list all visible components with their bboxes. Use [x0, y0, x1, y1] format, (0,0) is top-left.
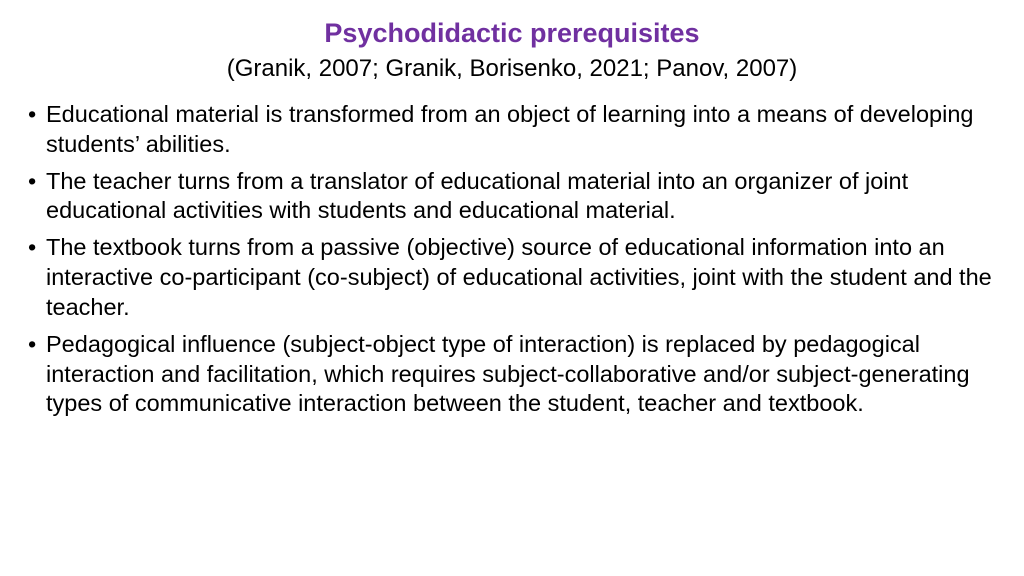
list-item — [24, 167, 996, 227]
title-block — [0, 0, 1024, 84]
list-item-text: Educational material is transformed from an object of learning into a means of developing students’ abilities. — [46, 100, 974, 157]
list-item-text: The teacher turns from a translator of educational material into an organizer of joint educational activities with students and educational material. — [46, 167, 909, 224]
list-item — [24, 330, 996, 420]
list-item — [24, 233, 996, 323]
bullet-marker-icon: • — [28, 234, 37, 261]
bullet-marker-icon: • — [28, 330, 37, 357]
page-subtitle: (Granik, 2007; Granik, Borisenko, 2021; Panov, 2007) — [226, 55, 798, 83]
list-item-text: The textbook turns from a passive (objective) source of educational information into an interactive co-participant (co-subject) of educational activities, joint with the student and the teacher. — [46, 234, 992, 320]
page-title: Psychodidactic prerequisites — [324, 18, 700, 48]
bullet-marker-icon: • — [28, 100, 37, 127]
bullet-marker-icon: • — [28, 167, 37, 194]
list-item — [24, 100, 996, 160]
bullet-list — [0, 100, 1024, 419]
list-item-text: Pedagogical influence (subject-object type of interaction) is replaced by pedagogical interaction and facilitation, which requires subject-collaborative and/or subject-generating types of communicative interaction between the student, teacher and textbook. — [46, 330, 970, 417]
